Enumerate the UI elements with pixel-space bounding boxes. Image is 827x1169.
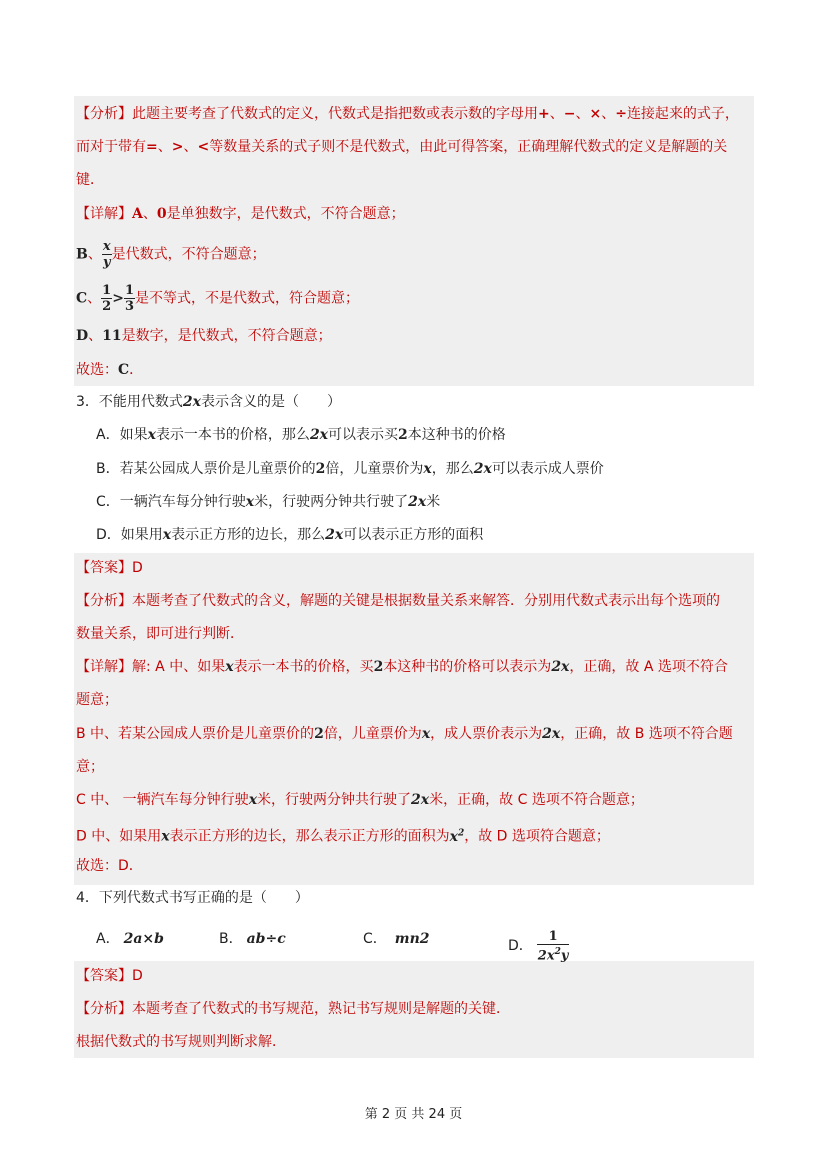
question-3-analysis-2: 数量关系，即可进行判断． [76, 626, 244, 642]
question-4-option-a: A． 2a×b [96, 931, 164, 947]
choose-line: 故选：C． [76, 362, 144, 378]
page-footer: 第 2 页 共 24 页 [364, 1107, 463, 1122]
question-3-detail-c: C 中、 一辆汽车每分钟行驶x米，行驶两分钟共行驶了2x米，正确，故 C 选项不符合题意； [76, 792, 644, 808]
question-3-option-a: A．如果x表示一本书的价格，那么2x可以表示买2本这种书的价格 [96, 427, 506, 443]
question-3-analysis-1: 【分析】本题考查了代数式的含义，解题的关键是根据数量关系来解答．分别用代数式表示出每个选项的 [76, 593, 720, 609]
question-3-detail-a: 【详解】解: A 中、如果x表示一本书的价格，买2本这种书的价格可以表示为2x，正确，故 A 选项不符合 [76, 659, 728, 675]
question-4-option-d: D． $\frac{1}{2x^2y}$ [508, 929, 569, 964]
question-3-detail-d: D 中、如果用x表示正方形的边长，那么表示正方形的面积为$x^2$，故 D 选项符合题意； [76, 828, 610, 845]
fraction-option-d: $\frac{1}{2x^2y}$ [537, 929, 569, 964]
question-3-option-c: C．一辆汽车每分钟行驶x米，行驶两分钟共行驶了2x米 [96, 494, 441, 510]
fraction-one-third: $\frac{1}{3}$ [124, 283, 134, 314]
fraction-one-half: $\frac{1}{2}$ [102, 283, 112, 314]
detail-option-c: C、 $\frac{1}{2}$ > $\frac{1}{3}$ 是不等式，不是代数式，符合题意； [76, 283, 359, 314]
question-4-answer: 【答案】D [76, 968, 143, 984]
detail-option-b: B、 $\frac{x}{y}$ 是代数式，不符合题意； [76, 239, 266, 270]
analysis-line-1: 【分析】此题主要考查了代数式的定义，代数式是指把数或表示数的字母用+、−、×、÷连接起来的式子， [76, 106, 739, 122]
question-3-option-b: B．若某公园成人票价是儿童票价的2倍，儿童票价为x，那么2x可以表示成人票价 [96, 461, 604, 477]
question-3-choose: 故选：D． [76, 858, 143, 874]
detail-option-a: 【详解】A、0是单独数字，是代数式，不符合题意； [76, 206, 405, 222]
analysis-line-2: 而对于带有=、>、<等数量关系的式子则不是代数式，由此可得答案，正确理解代数式的定义是解题的关 [76, 139, 728, 155]
question-3-detail-b: B 中、若某公园成人票价是儿童票价的2倍，儿童票价为x，成人票价表示为2x，正确，故 B 选项不符合题 [76, 726, 733, 742]
question-4-stem: 4．下列代数式书写正确的是（ ） [76, 890, 309, 906]
question-4-option-b: B． ab÷c [219, 931, 286, 947]
question-4-analysis-2: 根据代数式的书写规则判断求解． [76, 1034, 286, 1050]
question-4-analysis-1: 【分析】本题考查了代数式的书写规范，熟记书写规则是解题的关键． [76, 1001, 510, 1017]
detail-option-d: D、11是数字，是代数式，不符合题意； [76, 328, 332, 344]
fraction-x-over-y: $\frac{x}{y}$ [102, 239, 111, 270]
question-3-detail-a-cont: 题意； [76, 692, 118, 708]
question-3-stem: 3．不能用代数式2x表示含义的是（ ） [76, 394, 342, 410]
analysis-line-3: 键． [76, 172, 104, 188]
question-3-detail-b-cont: 意； [76, 759, 104, 775]
question-3-answer: 【答案】D [76, 560, 143, 576]
question-3-option-d: D．如果用x表示正方形的边长，那么2x可以表示正方形的面积 [96, 527, 484, 543]
question-4-option-c: C． mn2 [363, 931, 430, 947]
